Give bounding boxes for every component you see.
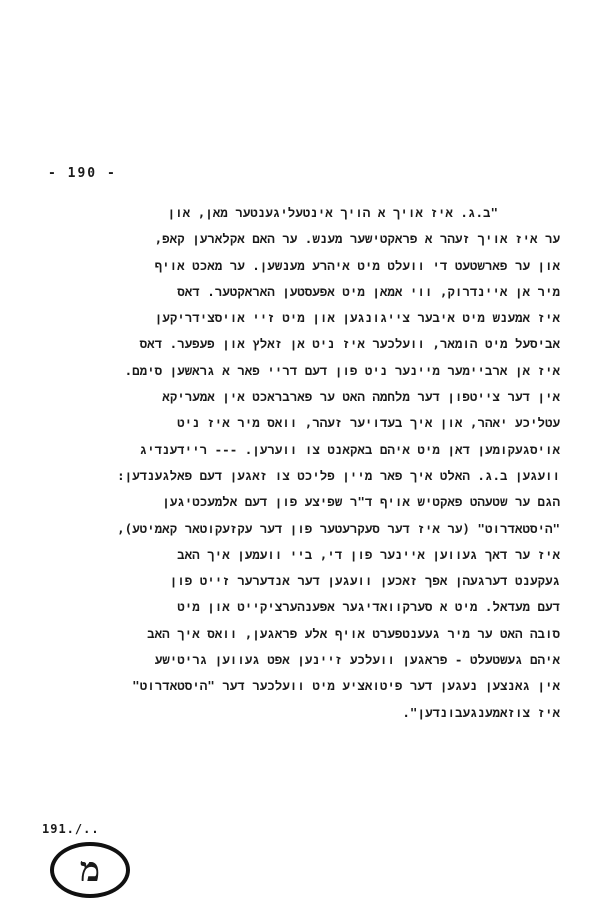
text-line: איז צוזאמענגעבונדען".	[402, 704, 560, 720]
text-line: געקענט דערגעהן אפך זאכען וועגען דער אנדערער זייט פון	[169, 573, 560, 589]
text-line: "היסטאדרוט" (ער איז דער סעקרעטער פון דער עקזעקוטאר קאמיטע),	[117, 520, 560, 536]
page-number: - 190 -	[48, 166, 117, 181]
text-line: איז אמענש מיט איבער צייגונגען און מיט זיי אויסצידריקען	[154, 310, 560, 326]
text-line: הגם ער שטעהט פאקטיש אויף ד"ר שפיצע פון דעם אלמעכטיגען	[162, 494, 560, 510]
text-line: דעם מעדאל. מיט א סערקוואדיגער אפענהערציקייט און מיט	[177, 599, 560, 615]
text-line: איז אן ארביימער מיינער ניט פון דעם דריי פאר א גראשען סימם.	[124, 362, 560, 378]
archive-stamp	[50, 842, 130, 898]
next-page-reference: 191./..	[42, 822, 100, 836]
text-line: אין דער צייטפון דער מלחמה האט ער פארבראכט אין אמעריקא	[162, 389, 560, 405]
body-text	[50, 200, 560, 726]
text-line: "ב.ג. איז אויך א הויך אינטעליגענטער מאן, און	[167, 205, 498, 220]
text-line: איז ער דאך געווען איינער פון די, ביי וועמען איך האב	[177, 546, 560, 562]
text-line: אין גאנצען נעגען דער פיטואציע מיט וועלכער דער "היסטאדרוט"	[132, 678, 560, 694]
text-line: איהם געשטעלט - פראגען וועלכע זיינען אפט געווען גריטישע	[154, 652, 560, 668]
text-line: ער איז אויך זעהר א פראקטישער מענש. ער האם אקלארען קאפ,	[154, 231, 560, 247]
text-line: וועגען ב.ג. האלט איך פאר מיין פליכט צו זאגען דעם פאלגענדען:	[117, 467, 560, 483]
text-line: מיר אן איינדרוק, ווי אמאן מיט אפעסטען האראקטער. דאס	[177, 283, 560, 299]
stamp-letter: מ	[79, 850, 101, 890]
text-line: אביסעל מיט הומאר, וועלכער איז ניט אן זאלץ און פעפער. דאס	[139, 336, 560, 352]
text-line: אויסגעקומען דאן מיט איהם באקאנט צו ווערען. --- ריידענדיג	[139, 441, 560, 457]
text-line: עטליכע יאהר, און איך בעדויער זעהר, וואס מיר איז ניט	[177, 415, 560, 431]
text-line: סובה האט ער מיר געענטפערט אויף אלע פראגען, וואס איך האב	[147, 625, 560, 641]
text-line: און ער פארשטעט די וועלט מיט איהרע מענשען. ער מאכט אויף	[154, 257, 560, 273]
